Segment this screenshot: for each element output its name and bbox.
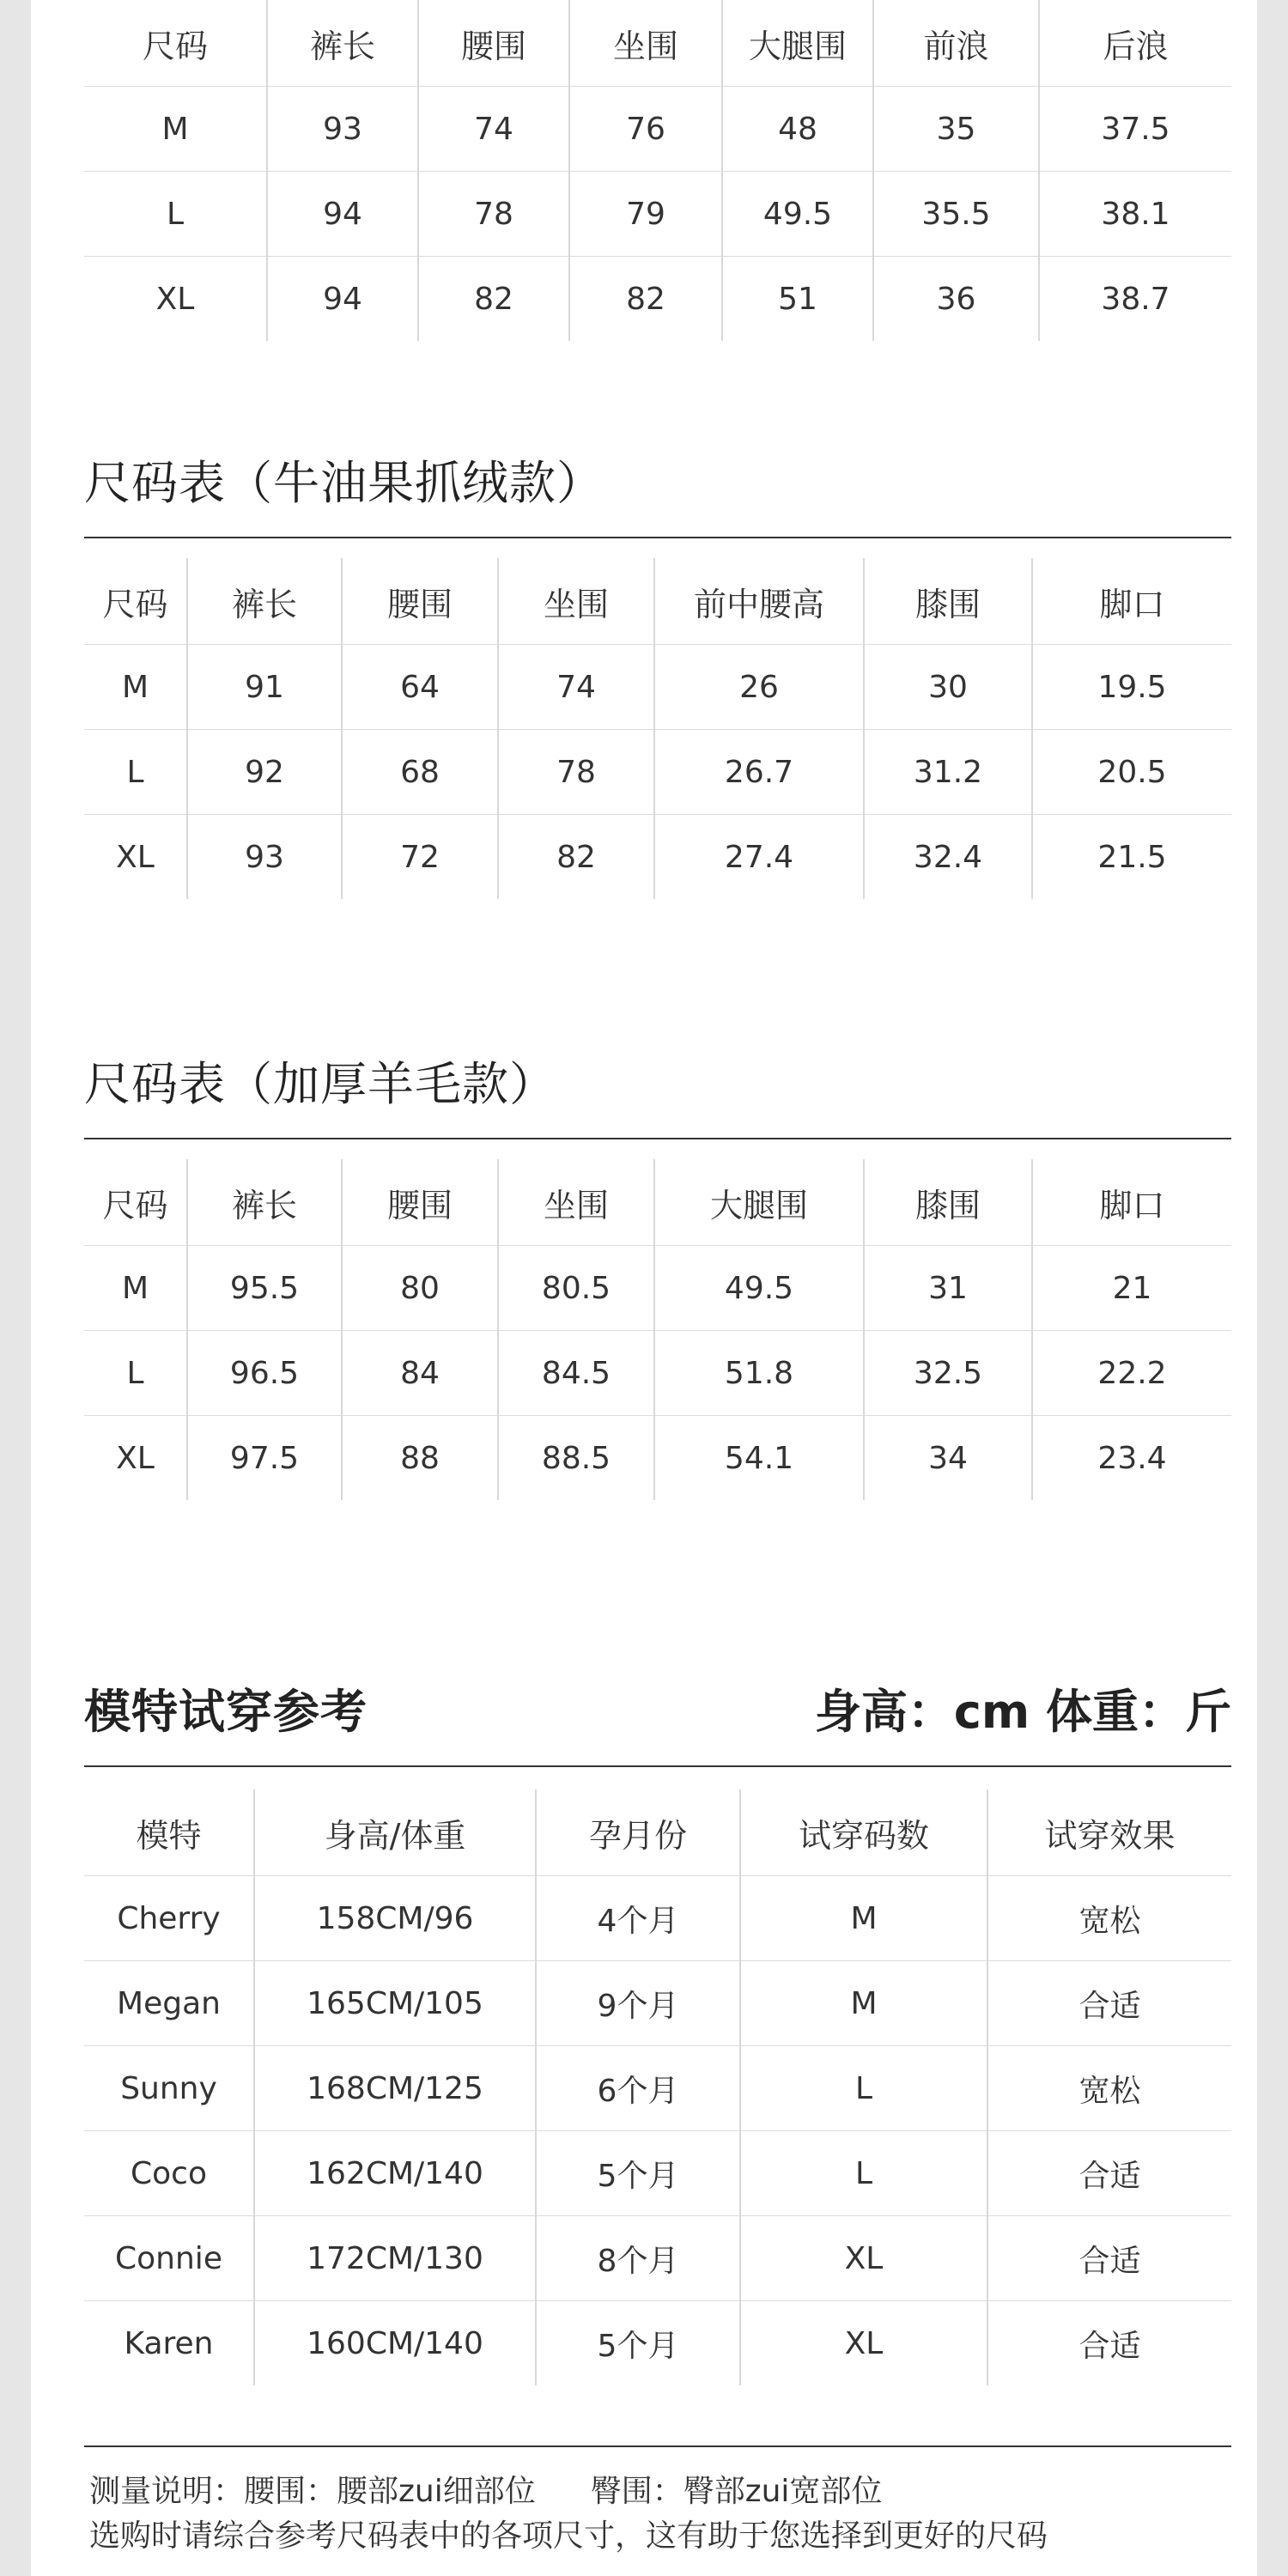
table-cell: XL xyxy=(740,2301,987,2386)
table-cell: L xyxy=(740,2131,987,2216)
table-cell: 32.5 xyxy=(864,1331,1032,1416)
table-cell: 31 xyxy=(864,1246,1032,1331)
section-header-models xyxy=(84,1585,1231,1767)
table-cell: 94 xyxy=(267,257,418,342)
table-cell: 合适 xyxy=(987,2216,1231,2301)
table-cell: 合适 xyxy=(987,2301,1231,2386)
column-header: 前浪 xyxy=(873,0,1039,87)
column-header: 尺码 xyxy=(84,558,187,645)
table-cell: XL xyxy=(155,281,195,317)
table-cell: L xyxy=(84,730,187,815)
table-cell: 97.5 xyxy=(187,1416,342,1501)
column-header: 坐围 xyxy=(498,558,654,645)
table-cell: 74 xyxy=(418,87,569,172)
column-header: 腰围 xyxy=(418,0,569,87)
table-cell: XL xyxy=(740,2216,987,2301)
table-cell: Karen xyxy=(124,2325,214,2361)
table-cell: 宽松 xyxy=(987,1876,1231,1961)
table-row xyxy=(84,1961,1231,2046)
table-cell: 95.5 xyxy=(187,1246,342,1331)
table-cell: 48 xyxy=(722,87,873,172)
table-cell: 93 xyxy=(187,815,342,900)
table-cell: 80 xyxy=(342,1246,498,1331)
table-cell: 22.2 xyxy=(1032,1331,1231,1416)
column-header: 前中腰高 xyxy=(654,558,864,645)
table-row xyxy=(84,2216,1231,2301)
table-cell: 51 xyxy=(722,257,873,342)
table-cell: 91 xyxy=(187,645,342,730)
table-cell: 26.7 xyxy=(654,730,864,815)
table-cell: 31.2 xyxy=(864,730,1032,815)
table-cell: 合适 xyxy=(987,1961,1231,2046)
table-cell: Sunny xyxy=(84,2046,254,2131)
table-cell: 82 xyxy=(498,815,654,900)
model-reference-panel xyxy=(31,1585,1257,2576)
table-cell: 27.4 xyxy=(654,815,864,900)
column-header: 坐围 xyxy=(498,1159,654,1246)
table-cell: XL xyxy=(116,1440,155,1476)
table-header-row xyxy=(84,0,1231,87)
advice-note: 选购时请综合参考尺码表中的各项尺寸，这有助于您选择到更好的尺码 xyxy=(89,2518,1048,2554)
table-cell: 79 xyxy=(569,172,722,257)
column-header: 裤长 xyxy=(187,558,342,645)
column-header: 脚口 xyxy=(1032,1159,1231,1246)
table-row xyxy=(84,172,1231,257)
column-header: 坐围 xyxy=(569,0,722,87)
table-row xyxy=(84,2301,1231,2386)
table-row xyxy=(84,1876,1231,1961)
column-header: 尺码 xyxy=(84,0,267,87)
table-cell: 19.5 xyxy=(1032,645,1231,730)
table-cell: XL xyxy=(116,839,155,875)
table-cell: 6个月 xyxy=(536,2046,740,2131)
column-header: 尺码 xyxy=(84,1159,187,1246)
table-cell: 168CM/125 xyxy=(254,2046,536,2131)
table-row xyxy=(84,257,1231,342)
table-cell: 32.4 xyxy=(864,815,1032,900)
table-cell: 9个月 xyxy=(536,1961,740,2046)
column-header: 脚口 xyxy=(1032,558,1231,645)
measure-waist-note: 测量说明：腰围：腰部zui细部位 xyxy=(89,2474,536,2509)
table-cell: 74 xyxy=(498,645,654,730)
table-cell: 76 xyxy=(569,87,722,172)
table-cell: 82 xyxy=(418,257,569,342)
table-cell: 96.5 xyxy=(187,1331,342,1416)
table-row xyxy=(84,87,1231,172)
column-header: 膝围 xyxy=(864,1159,1032,1246)
table-cell: 20.5 xyxy=(1032,730,1231,815)
size-table-wool xyxy=(84,1159,1231,1500)
table-cell: 72 xyxy=(342,815,498,900)
column-header: 模特 xyxy=(84,1789,254,1876)
table-cell: 4个月 xyxy=(536,1876,740,1961)
unit-note: 身高：cm 体重：斤 xyxy=(814,1685,1231,1739)
table-cell: 158CM/96 xyxy=(254,1876,536,1961)
column-header: 裤长 xyxy=(267,0,418,87)
table-cell: M xyxy=(84,1246,187,1331)
table-cell: 84 xyxy=(342,1331,498,1416)
table-cell: 80.5 xyxy=(498,1246,654,1331)
table-cell: 54.1 xyxy=(654,1416,864,1501)
table-cell: 93 xyxy=(267,87,418,172)
table-cell: 94 xyxy=(267,172,418,257)
table-cell: 5个月 xyxy=(536,2131,740,2216)
table-cell: 165CM/105 xyxy=(254,1961,536,2046)
table-row xyxy=(84,2131,1231,2216)
table-cell: 34 xyxy=(864,1416,1032,1501)
column-header: 大腿围 xyxy=(722,0,873,87)
size-table-1 xyxy=(84,0,1231,341)
measure-hip-note: 臀围：臀部zui宽部位 xyxy=(590,2474,883,2509)
table-cell: 172CM/130 xyxy=(254,2216,536,2301)
table-cell: 51.8 xyxy=(654,1331,864,1416)
size-table-1-body xyxy=(84,0,1231,341)
table-cell: 合适 xyxy=(987,2131,1231,2216)
size-table-wool-body xyxy=(84,1159,1231,1500)
table-row xyxy=(84,1246,1231,1331)
table-header-row xyxy=(84,1159,1231,1246)
column-header: 试穿码数 xyxy=(740,1789,987,1876)
table-cell: 宽松 xyxy=(987,2046,1231,2131)
table-cell: 88.5 xyxy=(498,1416,654,1501)
column-header: 膝围 xyxy=(864,558,1032,645)
table-cell: 78 xyxy=(498,730,654,815)
table-row xyxy=(84,2046,1231,2131)
table-cell: M xyxy=(740,1961,987,2046)
section-header-wool xyxy=(84,380,1231,1139)
section-title-wool: 尺码表（加厚羊毛款） xyxy=(84,1057,556,1111)
column-header: 身高/体重 xyxy=(254,1789,536,1876)
table-header-row xyxy=(84,1789,1231,1876)
column-header: 后浪 xyxy=(1039,0,1231,87)
column-header: 大腿围 xyxy=(654,1159,864,1246)
table-row xyxy=(84,1331,1231,1416)
table-cell: 21.5 xyxy=(1032,815,1231,900)
table-cell: Connie xyxy=(84,2216,254,2301)
table-cell: M xyxy=(740,1876,987,1961)
column-header: 试穿效果 xyxy=(987,1789,1231,1876)
table-cell: 78 xyxy=(418,172,569,257)
table-row xyxy=(84,1416,1231,1501)
table-cell: 68 xyxy=(342,730,498,815)
table-cell: Megan xyxy=(84,1961,254,2046)
footer-divider xyxy=(84,2445,1231,2447)
table-cell: 64 xyxy=(342,645,498,730)
column-header: 裤长 xyxy=(187,1159,342,1246)
table-cell: Coco xyxy=(84,2131,254,2216)
measure-note xyxy=(89,2470,882,2514)
size-table-panel-2 xyxy=(31,380,1257,1585)
section-title-fleece: 尺码表（牛油果抓绒款） xyxy=(84,456,604,510)
table-cell: 82 xyxy=(569,257,722,342)
table-cell: 5个月 xyxy=(536,2301,740,2386)
table-cell: 23.4 xyxy=(1032,1416,1231,1501)
model-table-body xyxy=(84,1789,1231,2385)
table-cell: 38.7 xyxy=(1039,257,1231,342)
table-cell: 8个月 xyxy=(536,2216,740,2301)
table-cell: 84.5 xyxy=(498,1331,654,1416)
table-cell: 160CM/140 xyxy=(254,2301,536,2386)
table-cell: 36 xyxy=(873,257,1039,342)
table-cell: M xyxy=(84,645,187,730)
section-title-models: 模特试穿参考 xyxy=(84,1685,368,1739)
table-cell: 162CM/140 xyxy=(254,2131,536,2216)
table-cell: 30 xyxy=(864,645,1032,730)
table-cell: L xyxy=(740,2046,987,2131)
table-cell: Cherry xyxy=(84,1876,254,1961)
table-cell: 35 xyxy=(873,87,1039,172)
table-cell: 49.5 xyxy=(722,172,873,257)
table-cell: 49.5 xyxy=(654,1246,864,1331)
size-table-panel-1 xyxy=(31,0,1257,380)
table-cell: 38.1 xyxy=(1039,172,1231,257)
model-table xyxy=(84,1789,1231,2385)
column-header: 腰围 xyxy=(342,558,498,645)
table-cell: L xyxy=(84,1331,187,1416)
table-cell: 37.5 xyxy=(1039,87,1231,172)
column-header: 腰围 xyxy=(342,1159,498,1246)
column-header: 孕月份 xyxy=(536,1789,740,1876)
table-cell: 35.5 xyxy=(873,172,1039,257)
table-cell: 92 xyxy=(187,730,342,815)
table-cell: M xyxy=(84,87,267,172)
table-cell: L xyxy=(84,172,267,257)
table-cell: 21 xyxy=(1032,1246,1231,1331)
table-cell: 26 xyxy=(654,645,864,730)
table-cell: 88 xyxy=(342,1416,498,1501)
